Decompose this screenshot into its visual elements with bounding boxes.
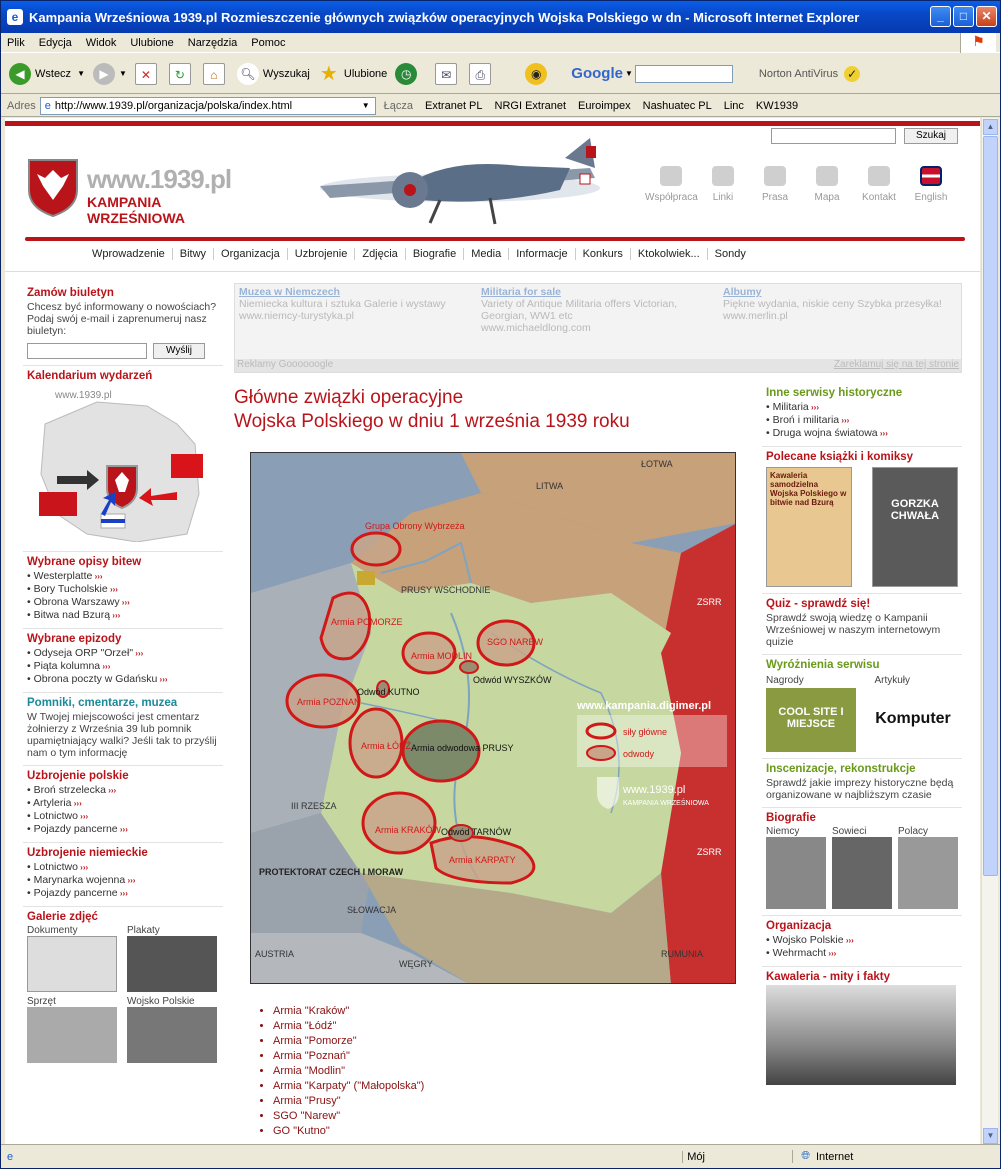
nav-media[interactable]: Media: [464, 248, 509, 260]
forward-arrow-icon: ▶: [93, 63, 115, 85]
quiz-text[interactable]: Sprawdź swoją wiedzę o Kampanii Wrześniowej w naszym internetowym quizie: [766, 612, 941, 648]
newsletter-text: Chcesz być informowany o nowościach? Podaj swój e-mail i zaprenumeruj nasz biuletyn:: [27, 301, 217, 337]
list-item[interactable]: • Armia "Kraków": [273, 1004, 424, 1019]
menu-help[interactable]: Pomoc: [251, 36, 286, 49]
polish-arms-box: [23, 766, 223, 843]
list-item[interactable]: • Armia "Poznań": [273, 1049, 424, 1064]
page-status-icon: e: [7, 1150, 14, 1163]
komputer-award[interactable]: Komputer: [875, 710, 951, 727]
ad-item[interactable]: Albumy Piękne wydania, niskie ceny Szybka przesyłka! www.merlin.pl: [723, 286, 942, 322]
newsletter-submit-button[interactable]: Wyślij: [153, 343, 205, 359]
mail-button[interactable]: [435, 63, 461, 85]
list-item[interactable]: • Piąta kolumna ›››: [27, 660, 219, 673]
people-icon: [660, 166, 682, 186]
address-input[interactable]: e http://www.1939.pl/organizacja/polska/index.html: [40, 97, 376, 115]
portrait-image: [898, 837, 958, 909]
svg-text:PRUSY WSCHODNIE: PRUSY WSCHODNIE: [401, 585, 491, 595]
list-item[interactable]: • Armia "Pomorze": [273, 1034, 424, 1049]
list-item[interactable]: • Wehrmacht ›››: [766, 947, 958, 960]
links-bar: Łącza Extranet PL NRGI Extranet Euroimpex Nashuatec PL Linc KW1939: [383, 99, 799, 112]
cavalry-box: [762, 967, 962, 1091]
refresh-button[interactable]: [169, 63, 195, 85]
list-item[interactable]: • SGO "Narew": [273, 1109, 424, 1124]
envelope-icon: [868, 166, 890, 186]
site-search: [771, 128, 958, 144]
norton-icon: ✓: [844, 66, 860, 82]
gallery-thumb: [127, 936, 217, 992]
svg-text:ZSRR: ZSRR: [697, 847, 722, 857]
zone-left: Mój: [682, 1151, 792, 1163]
nav-introduction[interactable]: Wprowadzenie: [85, 248, 173, 260]
svg-text:ZSRR: ZSRR: [697, 597, 722, 607]
nav-biographies[interactable]: Biografie: [406, 248, 464, 260]
press-link[interactable]: Prasa: [749, 166, 801, 203]
history-button[interactable]: [395, 63, 421, 85]
gallery-thumb: [127, 1007, 217, 1063]
svg-text:www.1939.pl: www.1939.pl: [623, 784, 686, 796]
toolbar: [1, 54, 1000, 94]
menu-file[interactable]: Plik: [7, 36, 25, 49]
other-sites-title: Inne serwisy historyczne: [766, 387, 903, 399]
svg-text:Odwód TARNÓW: Odwód TARNÓW: [441, 827, 512, 837]
monuments-title: Pomniki, cmentarze, muzea: [27, 697, 178, 709]
list-item[interactable]: • Druga wojna światowa ›››: [766, 427, 958, 440]
left-sidebar: [23, 283, 223, 1069]
biographies-box: [762, 808, 962, 916]
chevron-down-icon: ▼: [118, 69, 127, 78]
army-deployment-map: [250, 452, 736, 984]
book-cover[interactable]: GORZKA CHWAŁA: [872, 467, 958, 587]
list-item[interactable]: • Wojsko Polskie ›››: [766, 934, 958, 947]
address-bar: Adres e http://www.1939.pl/organizacja/polska/index.html ▼ Łącza Extranet PL NRGI Extranet Euroimpex Nashuatec PL Linc KW1939: [1, 95, 1000, 117]
norton-toolbar[interactable]: Norton AntiVirus ✓: [759, 66, 864, 82]
nav-whoever[interactable]: Ktokolwiek...: [631, 248, 708, 260]
svg-text:Armia KRAKÓW: Armia KRAKÓW: [375, 825, 442, 835]
calendar-title: Kalendarium wydarzeń: [27, 370, 153, 382]
svg-text:Armia odwodowa PRUSY: Armia odwodowa PRUSY: [411, 743, 514, 753]
link-linc[interactable]: Linc: [723, 99, 744, 112]
zone-globe-icon: 🌐︎: [792, 1150, 810, 1163]
globe-icon: [712, 166, 734, 186]
fighter-plane-illustration: [290, 128, 620, 243]
link-euroimpex[interactable]: Euroimpex: [578, 99, 631, 112]
close-button[interactable]: ✕: [976, 6, 997, 27]
mail-icon: ✉: [435, 63, 457, 85]
map-icon: [816, 166, 838, 186]
polish-arms-title: Uzbrojenie polskie: [27, 770, 129, 782]
english-link[interactable]: English: [905, 166, 957, 203]
list-item[interactable]: • GO "Kutno": [273, 1124, 424, 1139]
main-nav: [85, 248, 753, 260]
back-arrow-icon: ◀: [9, 63, 31, 85]
google-toolbar: Google ▼: [571, 65, 733, 83]
svg-text:Armia MODLIN: Armia MODLIN: [411, 651, 473, 661]
link-extranet-pl[interactable]: Extranet PL: [425, 99, 483, 112]
ad-item[interactable]: Militaria for sale Variety of Antique Militaria offers Victorian, Georgian, WW1 etc www.michaeldlong.com: [481, 286, 678, 334]
list-item[interactable]: • Armia "Karpaty" ("Małopolska"): [273, 1079, 424, 1094]
ads-footer: Reklamy Goooooogle Zareklamuj się na tej stronie: [237, 359, 959, 370]
chevron-down-icon: ▼: [77, 69, 85, 78]
favorites-button[interactable]: ★ Ulubione: [318, 63, 387, 85]
cavalry-image[interactable]: [766, 985, 956, 1085]
gallery-equipment[interactable]: Sprzęt: [27, 996, 117, 1063]
list-item[interactable]: • Bitwa nad Bzurą ›››: [27, 609, 219, 622]
bio-poles[interactable]: Polacy: [898, 826, 958, 909]
history-icon: ◷: [395, 63, 417, 85]
reenactment-title: Inscenizacje, rekonstrukcje: [766, 763, 916, 775]
gallery-thumb: [27, 1007, 117, 1063]
map-svg: [251, 453, 736, 984]
site-search-input[interactable]: [771, 128, 896, 144]
gallery-box: [23, 907, 223, 1069]
list-item[interactable]: • Bory Tucholskie ›››: [27, 583, 219, 596]
other-sites-box: [762, 383, 962, 447]
gallery-documents[interactable]: Dokumenty: [27, 925, 117, 992]
nav-contest[interactable]: Konkurs: [576, 248, 631, 260]
svg-text:Armia KARPATY: Armia KARPATY: [449, 855, 516, 865]
google-ads: [234, 283, 962, 373]
window-title: Kampania Wrześniowa 1939.pl Rozmieszczenie głównych związków operacyjnych Wojska Polskiego w dn - Microsoft Internet Explorer: [29, 9, 860, 25]
back-button[interactable]: ◀ Wstecz ▼: [9, 63, 85, 85]
svg-text:III RZESZA: III RZESZA: [291, 801, 337, 811]
svg-text:PROTEKTORAT CZECH I MORAW: PROTEKTORAT CZECH I MORAW: [259, 867, 404, 877]
nav-photos[interactable]: Zdjęcia: [355, 248, 405, 260]
list-item[interactable]: • Obrona Warszawy ›››: [27, 596, 219, 609]
calendar-box: [23, 366, 223, 552]
battles-title: Wybrane opisy bitew: [27, 556, 142, 568]
newsletter-box: [23, 283, 223, 366]
german-arms-box: [23, 843, 223, 907]
svg-text:SGO NAREW: SGO NAREW: [487, 637, 544, 647]
newspaper-icon: [764, 166, 786, 186]
map-link[interactable]: Mapa: [801, 166, 853, 203]
list-item[interactable]: • Marynarka wojenna ›››: [27, 874, 219, 887]
nav-red-line: [25, 237, 965, 241]
gallery-polish-army[interactable]: Wojsko Polskie: [127, 996, 217, 1063]
link-kw1939[interactable]: KW1939: [755, 99, 799, 112]
svg-text:www.1939.pl: www.1939.pl: [55, 390, 112, 401]
svg-text:Odwód KUTNO: Odwód KUTNO: [357, 687, 420, 697]
gallery-title: Galerie zdjęć: [27, 911, 98, 923]
header-red-line: [5, 121, 980, 126]
list-item[interactable]: • Pojazdy pancerne ›››: [27, 823, 219, 836]
calendar-map-image[interactable]: [27, 384, 217, 542]
ie-icon: e: [7, 9, 23, 25]
scroll-thumb[interactable]: [983, 136, 998, 876]
biographies-title: Biografie: [766, 812, 816, 824]
organization-box: [762, 916, 962, 967]
organization-title: Organizacja: [766, 920, 832, 932]
list-item[interactable]: • Westerplatte ›››: [27, 570, 219, 583]
list-item[interactable]: • Armia "Modlin": [273, 1064, 424, 1079]
page-title: Główne związki operacyjne Wojska Polskiego w dniu 1 września 1939 roku: [234, 387, 630, 432]
list-item[interactable]: • Obrona poczty w Gdańsku ›››: [27, 673, 219, 686]
scroll-down-arrow[interactable]: ▼: [983, 1128, 998, 1144]
svg-text:Grupa Obrony Wybrzeża: Grupa Obrony Wybrzeża: [365, 521, 465, 531]
site-search-button[interactable]: Szukaj: [904, 128, 958, 144]
svg-text:WĘGRY: WĘGRY: [399, 959, 433, 969]
list-item[interactable]: • Lotnictwo ›››: [27, 861, 219, 874]
nav-organization[interactable]: Organizacja: [214, 248, 288, 260]
svg-text:siły główne: siły główne: [623, 727, 668, 737]
quiz-title: Quiz - sprawdź się!: [766, 598, 871, 610]
book-cover[interactable]: Kawaleria samodzielna Wojska Polskiego w bitwie nad Bzurą: [766, 467, 852, 587]
status-bar: [1, 1144, 1000, 1168]
nav-armament[interactable]: Uzbrojenie: [288, 248, 356, 260]
scroll-up-arrow[interactable]: ▲: [983, 119, 998, 135]
episodes-title: Wybrane epizody: [27, 633, 122, 645]
page-icon: e: [44, 99, 51, 112]
maximize-button[interactable]: □: [953, 6, 974, 27]
printer-icon: ⎙: [469, 63, 491, 85]
menu-bar: [1, 33, 1000, 53]
svg-text:Armia POMORZE: Armia POMORZE: [331, 617, 403, 627]
stop-button[interactable]: [135, 63, 161, 85]
security-zone: Internet: [816, 1150, 854, 1163]
site-logo[interactable]: www.1939.pl KAMPANIA WRZEŚNIOWA: [25, 156, 235, 218]
svg-text:Armia POZNAŃ: Armia POZNAŃ: [297, 697, 361, 707]
reenactment-text[interactable]: Sprawdź jakie imprezy historyczne będą organizowane w najbliższym czasie: [766, 777, 954, 801]
title-bar: [1, 1, 1000, 33]
home-icon: ⌂: [203, 63, 225, 85]
print-button[interactable]: [469, 63, 495, 85]
cool-site-award[interactable]: COOL SITE I MIEJSCE: [766, 688, 856, 752]
quiz-box: [762, 594, 962, 655]
top-icons: [645, 166, 957, 203]
list-item[interactable]: • Armia "Prusy": [273, 1094, 424, 1109]
monuments-box: [23, 693, 223, 766]
svg-text:RUMUNIA: RUMUNIA: [661, 949, 703, 959]
bio-soviets[interactable]: Sowieci: [832, 826, 892, 909]
page-content: [5, 118, 980, 1145]
svg-text:Odwód WYSZKÓW: Odwód WYSZKÓW: [473, 675, 552, 685]
books-title: Polecane książki i komiksy: [766, 451, 914, 463]
awards-box: Wyróżnienia serwisu Nagrody Artykuły COOL SITE I MIEJSCE Komputer: [762, 655, 962, 759]
link-nrgi-extranet[interactable]: NRGI Extranet: [494, 99, 567, 112]
portrait-image: [766, 837, 826, 909]
svg-text:SŁOWACJA: SŁOWACJA: [347, 905, 397, 915]
eagle-shield-icon: [25, 156, 81, 218]
forward-button[interactable]: [93, 63, 127, 85]
address-dropdown-icon[interactable]: ▼: [361, 101, 370, 110]
home-button[interactable]: [203, 63, 229, 85]
svg-text:LITWA: LITWA: [536, 481, 564, 491]
minimize-button[interactable]: _: [930, 6, 951, 27]
ad-item[interactable]: Muzea w Niemczech Niemiecka kultura i sztuka Galerie i wystawy www.niemcy-turystyka.pl: [239, 286, 446, 322]
star-icon: ★: [319, 62, 338, 85]
bio-germans[interactable]: Niemcy: [766, 826, 826, 909]
cooperation-link[interactable]: Współpraca: [645, 166, 697, 203]
svg-text:Armia ŁÓDŹ: Armia ŁÓDŹ: [361, 741, 412, 751]
gallery-thumb: [27, 936, 117, 992]
chevron-down-icon: ▼: [624, 69, 633, 78]
svg-text:KAMPANIA WRZEŚNIOWA: KAMPANIA WRZEŚNIOWA: [623, 800, 709, 807]
monuments-text[interactable]: W Twojej miejscowości jest cmentarz żołnierzy z Września 39 lub pomnik upamiętniający walki? Jeśli tak to przyślij nam o tym informację: [27, 711, 217, 759]
list-item[interactable]: • Broń strzelecka ›››: [27, 784, 219, 797]
contact-link[interactable]: Kontakt: [853, 166, 905, 203]
menu-favorites[interactable]: Ulubione: [130, 36, 174, 49]
svg-text:AUSTRIA: AUSTRIA: [255, 949, 295, 959]
uk-flag-icon: [920, 166, 942, 186]
awards-title: Wyróżnienia serwisu: [766, 659, 880, 671]
gallery-posters[interactable]: Plakaty: [127, 925, 217, 992]
german-arms-title: Uzbrojenie niemieckie: [27, 847, 148, 859]
stop-icon: ✕: [135, 63, 157, 85]
list-item[interactable]: • Odyseja ORP "Orzeł" ›››: [27, 647, 219, 660]
messenger-button[interactable]: [525, 63, 551, 85]
svg-text:odwody: odwody: [623, 749, 655, 759]
svg-text:www.kampania.digimer.pl: www.kampania.digimer.pl: [577, 700, 712, 712]
cavalry-title: Kawaleria - mity i fakty: [766, 971, 890, 983]
link-nashuatec[interactable]: Nashuatec PL: [642, 99, 712, 112]
nav-battles[interactable]: Bitwy: [173, 248, 214, 260]
list-item[interactable]: • Broń i militaria ›››: [766, 414, 958, 427]
newsletter-title: Zamów biuletyn: [27, 287, 114, 299]
nav-divider: [5, 271, 980, 272]
search-button[interactable]: 🔍︎ Wyszukaj: [237, 63, 310, 85]
windows-flag-icon: ⚑: [960, 33, 996, 53]
menu-edit[interactable]: Edycja: [38, 36, 72, 49]
links-link[interactable]: Linki: [697, 166, 749, 203]
list-item[interactable]: • Lotnictwo ›››: [27, 810, 219, 823]
refresh-icon: ↻: [169, 63, 191, 85]
list-item[interactable]: • Artyleria ›››: [27, 797, 219, 810]
books-box: [762, 447, 962, 594]
episodes-box: [23, 629, 223, 693]
nav-polls[interactable]: Sondy: [714, 248, 746, 260]
armies-list: [259, 1004, 424, 1139]
list-item[interactable]: • Armia "Łódź": [273, 1019, 424, 1034]
list-item[interactable]: • Pojazdy pancerne ›››: [27, 887, 219, 900]
right-sidebar: [762, 383, 962, 1091]
reenactment-box: [762, 759, 962, 808]
svg-text:ŁOTWA: ŁOTWA: [641, 459, 673, 469]
battles-box: [23, 552, 223, 629]
portrait-image: [832, 837, 892, 909]
google-search-input[interactable]: [635, 65, 733, 83]
messenger-icon: ◉: [525, 63, 547, 85]
list-item[interactable]: • Militaria ›››: [766, 401, 958, 414]
newsletter-email-input[interactable]: [27, 343, 147, 359]
search-icon: 🔍︎: [237, 63, 259, 85]
nav-information[interactable]: Informacje: [509, 248, 575, 260]
menu-tools[interactable]: Narzędzia: [187, 36, 238, 49]
menu-view[interactable]: Widok: [85, 36, 117, 49]
vertical-scrollbar[interactable]: [981, 118, 998, 1145]
